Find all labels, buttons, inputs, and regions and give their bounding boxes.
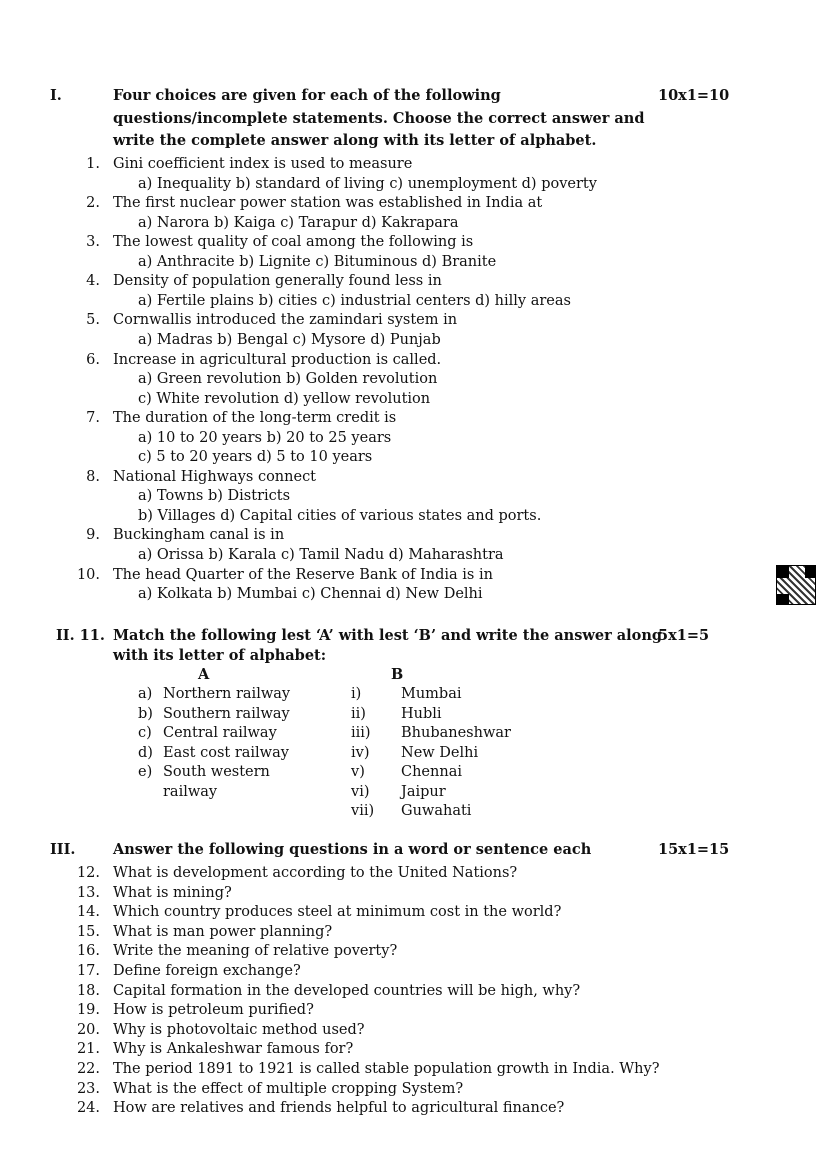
list-a-letter: e): [138, 764, 153, 780]
section-2-marks: 5x1=5: [658, 627, 710, 644]
list-b-item: Hubli: [401, 705, 442, 722]
question-text: What is development according to the United Nations?: [113, 865, 518, 881]
section-3-marks: 15x1=15: [658, 841, 730, 858]
question-text: The period 1891 to 1921 is called stable population growth in India. Why?: [113, 1061, 660, 1077]
question-text: Why is photovoltaic method used?: [113, 1021, 365, 1038]
question-options: c) White revolution d) yellow revolution: [138, 390, 431, 407]
list-b-item: Mumbai: [401, 686, 462, 702]
list-a-item: Southern railway: [163, 705, 290, 722]
section-1-instruction: write the complete answer along with its letter of alphabet.: [113, 132, 597, 149]
column-b-heading: B: [391, 666, 404, 683]
question-text: Which country produces steel at minimum cost in the world?: [113, 904, 562, 921]
question-number: 18.: [76, 982, 100, 999]
list-b-numeral: v): [351, 764, 365, 780]
column-a-heading: A: [198, 666, 210, 683]
question-number: 5.: [86, 312, 100, 329]
question-number: 2.: [86, 195, 100, 212]
question-text: What is the effect of multiple cropping System?: [113, 1080, 464, 1097]
list-b-numeral: i): [351, 686, 362, 702]
question-number: 19.: [76, 1002, 100, 1019]
question-text: Define foreign exchange?: [113, 963, 301, 979]
list-b-item: Guwahati: [401, 803, 472, 819]
list-b-numeral: iv): [351, 744, 370, 761]
question-text: The duration of the long-term credit is: [113, 410, 397, 427]
question-number: 14.: [76, 904, 100, 921]
section-2-instruction: Match the following lest ‘A’ with lest ‘B’ and write the answer along: [113, 627, 663, 644]
question-number: 7.: [86, 410, 100, 427]
question-options: a) Orissa b) Karala c) Tamil Nadu d) Maharashtra: [138, 547, 504, 563]
list-b-item: New Delhi: [401, 744, 479, 761]
list-a-letter: c): [138, 725, 152, 741]
question-number: 22.: [76, 1061, 100, 1077]
question-number: 15.: [76, 923, 100, 940]
question-number: 3.: [86, 234, 100, 251]
section-2-instruction: with its letter of alphabet:: [113, 646, 327, 664]
question-text: How are relatives and friends helpful to agricultural finance?: [113, 1100, 565, 1117]
list-b-item: Chennai: [401, 764, 462, 780]
question-text: Increase in agricultural production is called.: [113, 351, 442, 368]
question-number: 17.: [76, 963, 100, 979]
question-number: 9.: [86, 527, 100, 544]
list-a-letter: b): [138, 705, 153, 722]
list-a-letter: d): [138, 744, 153, 761]
question-text: Cornwallis introduced the zamindari system in: [113, 312, 458, 329]
question-number: 16.: [76, 943, 100, 960]
question-options: a) Inequality b) standard of living c) unemployment d) poverty: [138, 175, 597, 192]
question-number: 23.: [76, 1080, 100, 1097]
question-text: National Highways connect: [113, 468, 317, 485]
section-1-instruction: questions/incomplete statements. Choose the correct answer and: [113, 109, 645, 127]
section-3-instruction: Answer the following questions in a word or sentence each: [113, 841, 592, 858]
section-2-number: II. 11.: [56, 627, 105, 644]
question-options: a) Anthracite b) Lignite c) Bituminous d) Branite: [138, 253, 497, 270]
qr-code-icon[interactable]: [776, 565, 816, 605]
question-options: b) Villages d) Capital cities of various states and ports.: [138, 507, 542, 524]
question-text: Gini coefficient index is used to measure: [113, 156, 413, 172]
list-a-item: South western: [163, 764, 270, 780]
question-options: a) Narora b) Kaiga c) Tarapur d) Kakrapara: [138, 214, 459, 231]
list-b-numeral: vii): [351, 803, 375, 819]
question-number: 6.: [86, 351, 100, 368]
question-text: Why is Ankaleshwar famous for?: [113, 1041, 354, 1058]
question-text: What is man power planning?: [113, 923, 333, 940]
question-number: 24.: [76, 1100, 100, 1117]
list-b-numeral: iii): [351, 725, 371, 741]
question-options: a) Fertile plains b) cities c) industrial centers d) hilly areas: [138, 292, 571, 309]
list-b-numeral: vi): [351, 783, 370, 800]
question-text: The head Quarter of the Reserve Bank of India is in: [113, 566, 493, 583]
question-options: a) Green revolution b) Golden revolution: [138, 371, 438, 388]
list-b-item: Jaipur: [401, 783, 446, 800]
question-number: 12.: [76, 865, 100, 881]
list-a-item: Central railway: [163, 725, 277, 741]
question-text: Buckingham canal is in: [113, 527, 285, 544]
question-text: Write the meaning of relative poverty?: [113, 943, 398, 960]
question-number: 10.: [76, 566, 100, 583]
list-b-numeral: ii): [351, 705, 366, 722]
question-number: 8.: [86, 468, 100, 485]
section-1-number: I.: [50, 87, 62, 104]
question-text: Capital formation in the developed countries will be high, why?: [113, 982, 581, 999]
question-options: a) Madras b) Bengal c) Mysore d) Punjab: [138, 331, 441, 348]
question-number: 13.: [76, 884, 100, 901]
question-number: 21.: [76, 1041, 100, 1058]
question-text: Density of population generally found less in: [113, 273, 442, 290]
section-1-instruction: Four choices are given for each of the following: [113, 87, 501, 104]
question-options: a) Towns b) Districts: [138, 488, 291, 505]
question-options: a) Kolkata b) Mumbai c) Chennai d) New Delhi: [138, 586, 483, 603]
list-b-item: Bhubaneshwar: [401, 725, 511, 741]
list-a-item: railway: [163, 783, 218, 800]
list-a-item: Northern railway: [163, 686, 291, 702]
question-number: 1.: [86, 156, 100, 172]
question-text: What is mining?: [113, 884, 232, 901]
section-1-marks: 10x1=10: [658, 87, 730, 104]
section-3-number: III.: [50, 841, 76, 858]
question-text: How is petroleum purified?: [113, 1002, 314, 1019]
question-number: 4.: [86, 273, 100, 290]
question-text: The first nuclear power station was established in India at: [113, 195, 543, 212]
list-a-item: East cost railway: [163, 744, 289, 761]
list-a-letter: a): [138, 686, 153, 702]
question-text: The lowest quality of coal among the following is: [113, 234, 474, 251]
question-number: 20.: [76, 1021, 100, 1038]
question-options: c) 5 to 20 years d) 5 to 10 years: [138, 449, 373, 466]
question-options: a) 10 to 20 years b) 20 to 25 years: [138, 429, 392, 446]
